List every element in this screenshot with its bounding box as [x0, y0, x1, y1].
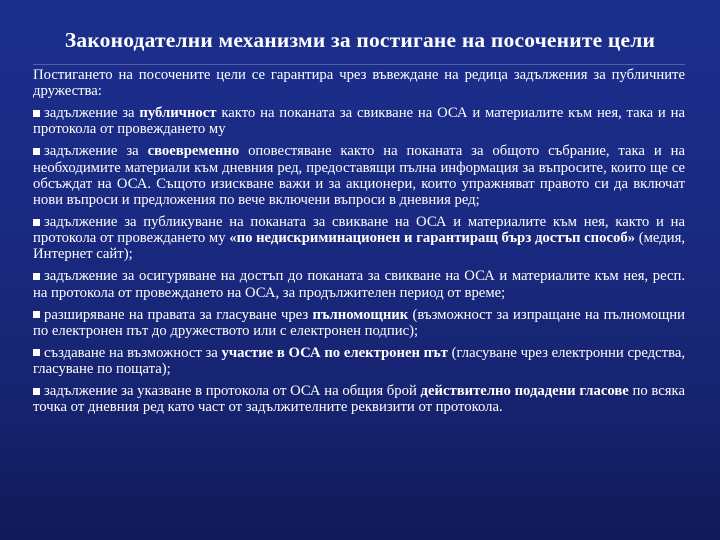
list-item — [33, 143, 685, 208]
item-text: задължение за — [44, 105, 140, 122]
square-bullet-icon — [33, 110, 40, 117]
item-text: (възможност за изпращане на пълномощни по електронен път до дружеството или с електронен подпис); — [33, 306, 685, 339]
slide-body — [33, 67, 685, 415]
item-emphasis: пълномощник — [312, 306, 409, 323]
square-bullet-icon — [33, 148, 40, 155]
item-emphasis: «по недискриминационен и гарантиращ бърз достъп способ» — [229, 230, 636, 247]
square-bullet-icon — [33, 273, 40, 280]
list-item — [33, 214, 685, 263]
slide-title: Законодателни механизми за постигане на посочените цели — [64, 28, 656, 52]
item-text: разширяване на правата за гласуване чрез — [44, 306, 313, 323]
item-emphasis: действително подадени гласове — [420, 383, 629, 400]
list-item — [33, 105, 685, 137]
item-emphasis: публичност — [139, 105, 217, 122]
item-text: оповестяване както на поканата за общото събрание, така и на необходимите материали към дневния ред, предоставящи пълна информация за въпросите, които ще се обсъждат на ОСА. Същото изискване важи и за акционери, които упражняват правото си да включат нови въпроси и предложения по вече включени въпроси в дневния ред; — [33, 143, 685, 209]
item-text: по всяка точка от дневния ред като част от задължителните реквизити от протокола. — [33, 383, 685, 416]
square-bullet-icon — [33, 349, 40, 356]
item-text: създаване на възможност за — [44, 344, 222, 361]
list-item — [33, 307, 685, 339]
list-item — [33, 345, 685, 377]
square-bullet-icon — [33, 311, 40, 318]
item-text: задължение за указване в протокола от ОСА на общия брой — [44, 383, 421, 400]
list-item — [33, 383, 685, 415]
item-text: (гласуване чрез електронни средства, гласуване по пощата); — [33, 344, 686, 378]
list-item — [33, 268, 685, 300]
square-bullet-icon — [33, 388, 40, 395]
title-divider — [33, 64, 685, 65]
item-text: задължение за — [44, 143, 148, 160]
item-text: задължение за публикуване на поканата за свикване на ОСА и материалите към нея, както и на протокола от провеждането му — [33, 214, 685, 247]
square-bullet-icon — [33, 219, 40, 226]
item-emphasis: своевременно — [147, 143, 240, 160]
item-emphasis: участие в ОСА по електронен път — [221, 344, 448, 361]
item-text: (медия, Интернет сайт); — [33, 230, 686, 263]
item-text: задължение за осигуряване на достъп до поканата за свикване на ОСА и материалите към нея, респ. на протокола от провеждането на ОСА, за продължителен период от време; — [33, 268, 685, 301]
intro-paragraph: Постигането на посочените цели се гарантира чрез въвеждане на редица задължения за публичните дружества: — [33, 67, 685, 100]
item-text: както на поканата за свикване на ОСА и материалите към нея, така и на протокола от провеждането му — [33, 105, 685, 138]
